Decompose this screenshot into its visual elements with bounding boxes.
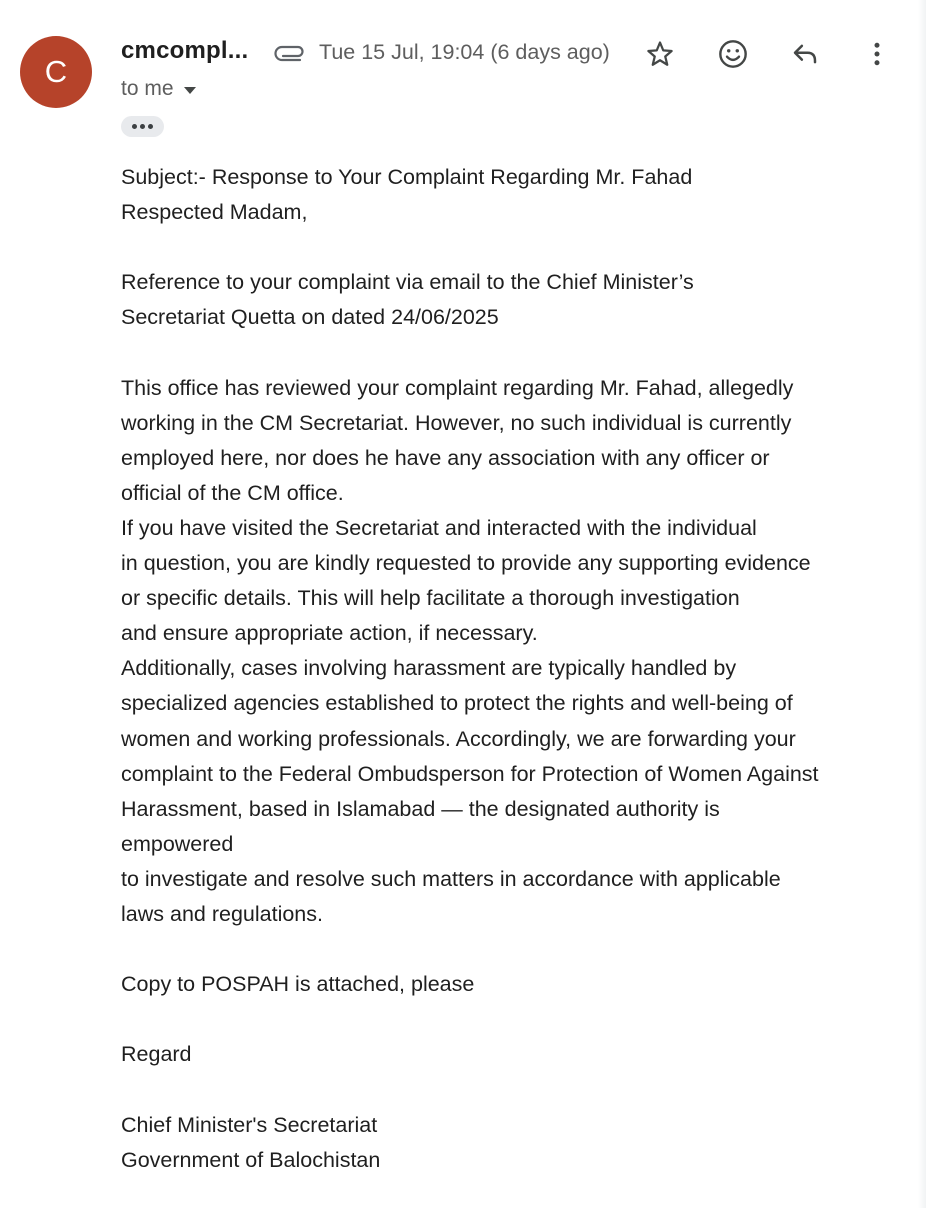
body-line: complaint to the Federal Ombudsperson for Protection of Women Against [121,761,819,786]
body-line: official of the CM office. [121,480,344,505]
message-date: Tue 15 Jul, 19:04 (6 days ago) [319,40,610,64]
body-line: Secretariat Quetta on dated 24/06/2025 [121,305,499,330]
body-line: empowered [121,831,234,856]
star-icon[interactable] [640,34,680,74]
body-line: working in the CM Secretariat. However, no such individual is currently [121,410,792,435]
body-line: or specific details. This will help facilitate a thorough investigation [121,586,740,611]
body-line: Harassment, based in Islamabad — the designated authority is [121,796,720,821]
emoji-icon[interactable] [713,34,753,74]
blank-line [121,1002,911,1037]
recipient-label: to me [121,77,174,100]
show-trimmed-content-button[interactable] [121,116,164,137]
body-line: and ensure appropriate action, if necessary. [121,621,538,646]
body-line: Government of Balochistan [121,1147,381,1172]
blank-line [121,932,911,967]
body-line: Copy to POSPAH is attached, please [121,972,475,997]
body-line: employed here, nor does he have any association with any officer or [121,445,770,470]
body-line: Subject:- Response to Your Complaint Regarding Mr. Fahad [121,165,693,189]
more-vert-icon[interactable] [857,34,897,74]
dot-icon [148,124,153,129]
sender-name[interactable]: cmcompl... [121,37,249,64]
caret-down-icon [184,87,196,94]
dot-icon [132,124,137,129]
body-line: Reference to your complaint via email to the Chief Minister’s [121,270,694,295]
body-line: Chief Minister's Secretariat [121,1112,378,1137]
body-line: in question, you are kindly requested to provide any supporting evidence [121,551,811,576]
sender-avatar[interactable] [20,36,92,108]
recipient-dropdown[interactable] [121,77,196,101]
body-line: Additionally, cases involving harassment are typically handled by [121,656,737,681]
body-line: This office has reviewed your complaint regarding Mr. Fahad, allegedly [121,375,794,400]
body-line: women and working professionals. Accordingly, we are forwarding your [121,726,796,751]
reply-icon[interactable] [785,34,825,74]
message-body [121,160,911,1178]
body-line: Regard [121,1042,192,1067]
body-line: If you have visited the Secretariat and interacted with the individual [121,515,757,540]
blank-line [121,230,911,265]
body-line: to investigate and resolve such matters in accordance with applicable [121,866,781,891]
blank-line [121,335,911,370]
scroll-edge [918,0,926,1208]
blank-line [121,1072,911,1107]
dot-icon [140,124,145,129]
body-line: laws and regulations. [121,901,323,926]
avatar-letter: C [44,54,68,89]
body-line: Respected Madam, [121,200,308,225]
body-line: specialized agencies established to protect the rights and well-being of [121,691,793,716]
paperclip-icon [274,41,306,63]
